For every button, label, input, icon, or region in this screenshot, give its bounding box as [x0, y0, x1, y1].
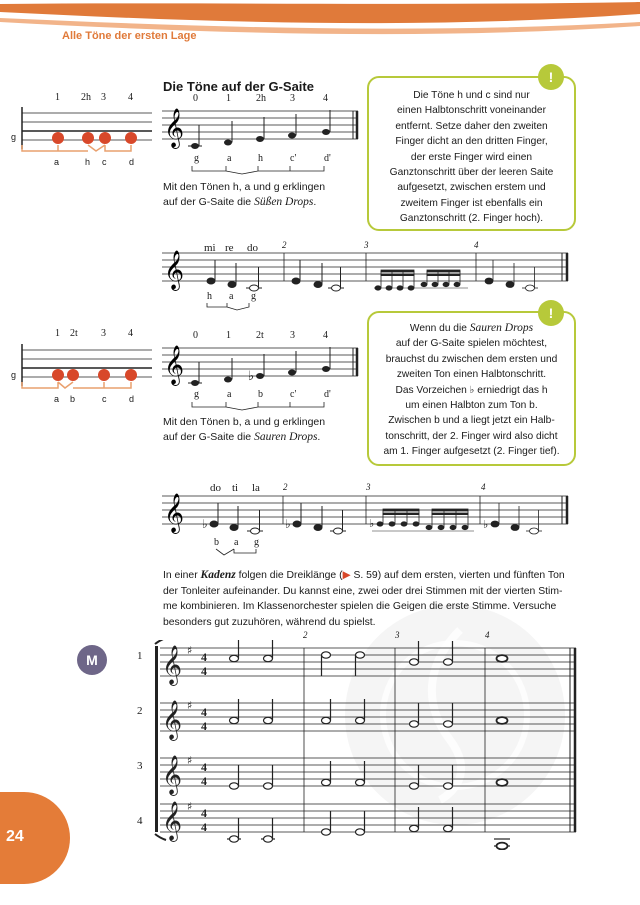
finger-dot	[125, 132, 137, 144]
staff-note-name: d'	[324, 389, 331, 400]
info-line: Ganztonschritt (2. Finger hoch).	[399, 213, 544, 225]
song-note-name: b	[214, 537, 219, 548]
staff-note-name: g	[194, 153, 199, 164]
diagram-finger-2: 2t	[70, 328, 78, 339]
diagram-note-d: d	[129, 157, 135, 167]
finger-dot	[67, 369, 79, 381]
page-number: 24	[0, 792, 70, 884]
staff-finger: 3	[290, 93, 295, 104]
diagram-note-b: b	[70, 394, 76, 404]
measure-number: 2	[283, 482, 288, 492]
diagram-finger-3: 3	[101, 328, 106, 339]
info-line: Wenn du die Sauren Drops	[409, 322, 534, 334]
m-badge: M	[77, 645, 107, 675]
svg-text:4: 4	[201, 719, 207, 733]
song-note-name: g	[254, 537, 259, 548]
staff-finger: 3	[290, 330, 295, 341]
flat-icon: ♭	[285, 517, 291, 531]
section-title: Die Töne auf der G-Saite	[163, 79, 314, 94]
caption: Mit den Tönen b, a und g erklingen auf der G-Saite die Sauren Drops.	[163, 416, 326, 443]
measure-number: 2	[303, 630, 308, 640]
staff-note-name: h	[258, 153, 263, 164]
measure-number: 3	[366, 482, 371, 492]
flat-icon: ♭	[248, 369, 255, 384]
info-line: Ganztonschritt über der leeren Saite	[389, 167, 554, 179]
flat-icon: ♭	[202, 517, 208, 531]
measure-number: 3	[395, 630, 400, 640]
diagram-note-a: a	[54, 157, 60, 167]
treble-clef-icon: 𝄞	[162, 645, 183, 685]
svg-text:4: 4	[201, 806, 207, 820]
info-box	[367, 311, 576, 466]
diagram-finger-4: 4	[128, 328, 133, 339]
sharp-icon: ♯	[187, 800, 193, 813]
note-brackets	[210, 548, 270, 558]
svg-text:4: 4	[201, 760, 207, 774]
info-line: auf der G-Saite spielen möchtest,	[395, 338, 548, 350]
diagram-note-h: h	[85, 157, 91, 167]
diagram-note-c: c	[102, 394, 107, 404]
treble-clef-icon: 𝄞	[162, 801, 183, 841]
staff-note-name: d'	[324, 153, 331, 164]
info-line: zweiten Ton einen Halbtonschritt.	[396, 369, 547, 381]
staff-note-name: c'	[290, 153, 297, 164]
syllable: re	[225, 242, 234, 254]
diagram-string-label: g	[11, 370, 17, 380]
song-note-name: a	[229, 291, 234, 302]
fingerboard-diagram	[20, 342, 155, 392]
diagram-finger-2: 2h	[81, 92, 91, 103]
info-line: Zwischen b und a liegt jetzt ein Halb-	[388, 415, 555, 427]
syllable: do	[247, 242, 258, 254]
time-signature	[201, 650, 207, 834]
treble-clef-icon: 𝄞	[164, 250, 185, 290]
measure-number: 2	[282, 240, 287, 250]
song-note-name: a	[234, 537, 239, 548]
diagram-string-label: g	[11, 132, 17, 142]
voice-number: 2	[137, 705, 143, 717]
syllable: la	[252, 482, 260, 494]
exclamation-icon: !	[538, 64, 564, 90]
treble-clef-icon: 𝄞	[162, 700, 183, 740]
cadence-score	[150, 640, 580, 850]
exclamation-icon: !	[538, 300, 564, 326]
syllable: mi	[204, 242, 216, 254]
diagram-note-c: c	[102, 157, 107, 167]
staff-note-name: b	[258, 389, 263, 400]
svg-text:4: 4	[201, 650, 207, 664]
info-line: Das Vorzeichen ♭ erniedrigt das h	[395, 384, 548, 396]
finger-dot	[52, 369, 64, 381]
info-line: einen Halbtonschritt voneinander	[397, 105, 546, 117]
staff-note-name: c'	[290, 389, 297, 400]
syllable: do	[210, 482, 221, 494]
sharp-icon: ♯	[187, 699, 193, 712]
sharp-icon: ♯	[187, 644, 193, 657]
caption: Mit den Tönen h, a und g erklingen auf der G-Saite die Süßen Drops.	[163, 181, 326, 208]
finger-dot	[82, 132, 94, 144]
music-staff	[162, 105, 362, 155]
info-box	[367, 76, 576, 231]
finger-dot	[99, 132, 111, 144]
song-staff	[162, 490, 572, 535]
info-line: entfernt. Setze daher den zweiten	[395, 120, 548, 132]
flat-icon: ♭	[483, 518, 489, 531]
music-staff	[162, 342, 362, 392]
song-note-name: g	[251, 291, 256, 302]
info-line: aufgesetzt, zwischen erstem und	[397, 182, 546, 194]
staff-finger: 1	[226, 330, 231, 341]
staff-finger: 4	[323, 330, 328, 341]
header-title: Alle Töne der ersten Lage	[62, 30, 197, 42]
sharp-icon: ♯	[187, 754, 193, 767]
finger-dot	[52, 132, 64, 144]
arrow-icon: ▶	[342, 570, 351, 581]
staff-finger: 2t	[256, 330, 264, 341]
note-brackets	[190, 164, 340, 176]
song-staff	[162, 247, 572, 292]
info-line: brauchst du zwischen dem ersten und	[385, 353, 558, 365]
measure-number: 4	[474, 240, 479, 250]
flat-icon: ♭	[369, 517, 375, 530]
staff-note-name: a	[227, 389, 232, 400]
staff-finger: 4	[323, 93, 328, 104]
treble-clef-icon: 𝄞	[164, 345, 185, 385]
voice-number: 4	[137, 815, 143, 827]
info-line: zweitem Finger ist ebenfalls ein	[400, 197, 543, 209]
diagram-finger-1: 1	[55, 92, 60, 103]
svg-text:4: 4	[201, 664, 207, 678]
cadence-paragraph: In einer Kadenz folgen die Dreiklänge (▶ S. 59) auf dem ersten, vierten und fünften Ton der Tonleiter aufeinander. Du kannst eine, zwei oder drei Stimmen mit der vierten Stim- me kombinieren. Im Klassenorchester spielen die Geigen die erste Stimme. Versuche besonders gut zuzuhören, während du spielst.	[163, 569, 565, 628]
flat-icon: ♭	[469, 384, 475, 396]
diagram-note-a: a	[54, 394, 60, 404]
staff-finger: 2h	[256, 93, 266, 104]
svg-text:4: 4	[201, 820, 207, 834]
svg-text:4: 4	[201, 705, 207, 719]
staff-note-name: a	[227, 153, 232, 164]
measure-number: 4	[481, 482, 486, 492]
staff-finger: 0	[193, 330, 198, 341]
syllable: ti	[232, 482, 239, 494]
info-line: tonschritt, der 2. Finger wird also dicht	[385, 430, 558, 442]
info-line: am 1. Finger aufgesetzt (2. Finger tief).	[383, 446, 560, 458]
note-brackets	[205, 302, 265, 312]
diagram-finger-4: 4	[128, 92, 133, 103]
treble-clef-icon: 𝄞	[164, 493, 185, 533]
voice-number: 3	[137, 760, 143, 772]
treble-clef-icon: 𝄞	[162, 755, 183, 795]
voice-number: 1	[137, 650, 143, 662]
info-line: um einen Halbton zum Ton b.	[405, 400, 538, 412]
measure-number: 4	[485, 630, 490, 640]
measure-number: 3	[364, 240, 369, 250]
note-brackets	[190, 400, 340, 412]
fingerboard-diagram	[20, 105, 155, 155]
staff-finger: 0	[193, 93, 198, 104]
song-note-name: h	[207, 291, 212, 302]
info-line: Die Töne h und c sind nur	[413, 90, 530, 101]
finger-dot	[98, 369, 110, 381]
info-line: Finger dicht an den dritten Finger,	[395, 136, 548, 148]
diagram-note-d: d	[129, 394, 135, 404]
diagram-finger-3: 3	[101, 92, 106, 103]
info-line: der erste Finger wird einen	[410, 151, 533, 163]
diagram-finger-1: 1	[55, 328, 60, 339]
treble-clef-icon: 𝄞	[164, 108, 185, 148]
svg-text:4: 4	[201, 774, 207, 788]
staff-note-name: g	[194, 389, 199, 400]
staff-finger: 1	[226, 93, 231, 104]
finger-dot	[125, 369, 137, 381]
